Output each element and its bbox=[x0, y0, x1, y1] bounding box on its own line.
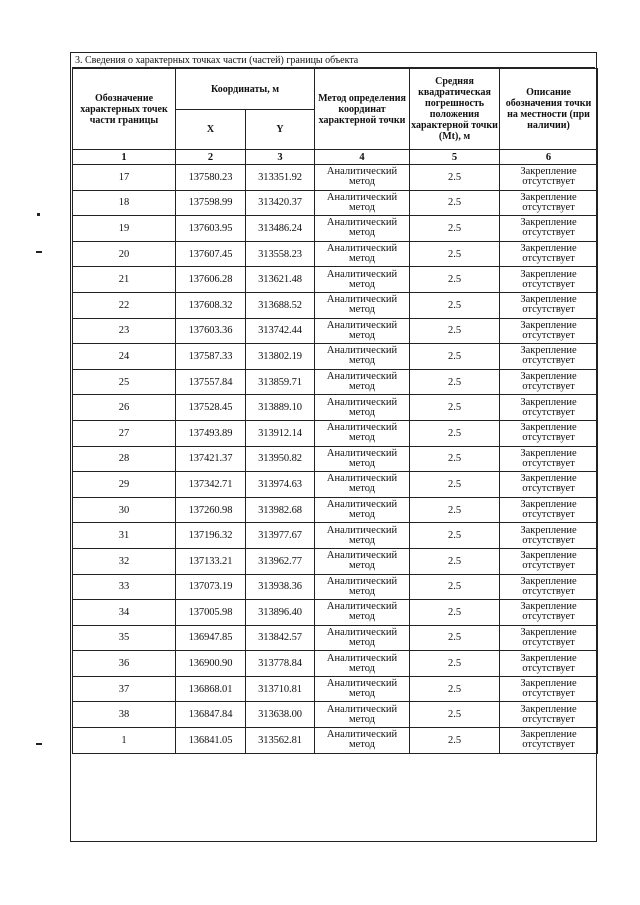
y-coordinate-cell: 313950.82 bbox=[246, 446, 315, 472]
method-cell: Аналитический метод bbox=[315, 676, 410, 702]
description-cell: Закрепление отсутствует bbox=[500, 369, 598, 395]
margin-mark bbox=[37, 213, 40, 216]
y-coordinate-cell: 313974.63 bbox=[246, 472, 315, 498]
header-method: Метод определения координат характерной точки bbox=[315, 69, 410, 150]
column-number: 6 bbox=[500, 150, 598, 165]
x-coordinate-cell: 137607.45 bbox=[176, 241, 246, 267]
x-coordinate-cell: 136868.01 bbox=[176, 676, 246, 702]
method-cell: Аналитический метод bbox=[315, 420, 410, 446]
table-row bbox=[73, 676, 598, 702]
x-coordinate-cell: 137260.98 bbox=[176, 497, 246, 523]
x-coordinate-cell: 137580.23 bbox=[176, 165, 246, 191]
y-coordinate-cell: 313859.71 bbox=[246, 369, 315, 395]
error-cell: 2.5 bbox=[410, 190, 500, 216]
point-cell: 26 bbox=[73, 395, 176, 421]
y-coordinate-cell: 313977.67 bbox=[246, 523, 315, 549]
method-cell: Аналитический метод bbox=[315, 292, 410, 318]
description-cell: Закрепление отсутствует bbox=[500, 728, 598, 754]
column-number: 1 bbox=[73, 150, 176, 165]
error-cell: 2.5 bbox=[410, 523, 500, 549]
y-coordinate-cell: 313889.10 bbox=[246, 395, 315, 421]
point-cell: 34 bbox=[73, 600, 176, 626]
table-row bbox=[73, 548, 598, 574]
y-coordinate-cell: 313351.92 bbox=[246, 165, 315, 191]
x-coordinate-cell: 137493.89 bbox=[176, 420, 246, 446]
header-point: Обозначение характерных точек части границы bbox=[73, 69, 176, 150]
table-row bbox=[73, 165, 598, 191]
error-cell: 2.5 bbox=[410, 369, 500, 395]
error-cell: 2.5 bbox=[410, 497, 500, 523]
x-coordinate-cell: 137557.84 bbox=[176, 369, 246, 395]
table-row bbox=[73, 574, 598, 600]
method-cell: Аналитический метод bbox=[315, 523, 410, 549]
point-cell: 33 bbox=[73, 574, 176, 600]
header-description: Описание обозначения точки на местности (при наличии) bbox=[500, 69, 598, 150]
table-row bbox=[73, 600, 598, 626]
description-cell: Закрепление отсутствует bbox=[500, 318, 598, 344]
y-coordinate-cell: 313962.77 bbox=[246, 548, 315, 574]
method-cell: Аналитический метод bbox=[315, 472, 410, 498]
description-cell: Закрепление отсутствует bbox=[500, 497, 598, 523]
method-cell: Аналитический метод bbox=[315, 497, 410, 523]
error-cell: 2.5 bbox=[410, 472, 500, 498]
table-row bbox=[73, 369, 598, 395]
point-cell: 37 bbox=[73, 676, 176, 702]
description-cell: Закрепление отсутствует bbox=[500, 344, 598, 370]
y-coordinate-cell: 313802.19 bbox=[246, 344, 315, 370]
y-coordinate-cell: 313688.52 bbox=[246, 292, 315, 318]
y-coordinate-cell: 313982.68 bbox=[246, 497, 315, 523]
table-row bbox=[73, 523, 598, 549]
method-cell: Аналитический метод bbox=[315, 600, 410, 626]
method-cell: Аналитический метод bbox=[315, 702, 410, 728]
point-cell: 30 bbox=[73, 497, 176, 523]
point-cell: 24 bbox=[73, 344, 176, 370]
x-coordinate-cell: 136947.85 bbox=[176, 625, 246, 651]
table-row bbox=[73, 420, 598, 446]
method-cell: Аналитический метод bbox=[315, 344, 410, 370]
point-cell: 31 bbox=[73, 523, 176, 549]
point-cell: 22 bbox=[73, 292, 176, 318]
table-body bbox=[73, 165, 598, 754]
table-row bbox=[73, 472, 598, 498]
column-number: 4 bbox=[315, 150, 410, 165]
characteristic-points-table bbox=[72, 68, 598, 754]
error-cell: 2.5 bbox=[410, 216, 500, 242]
table-row bbox=[73, 318, 598, 344]
table-row bbox=[73, 702, 598, 728]
point-cell: 27 bbox=[73, 420, 176, 446]
method-cell: Аналитический метод bbox=[315, 318, 410, 344]
description-cell: Закрепление отсутствует bbox=[500, 676, 598, 702]
table-row bbox=[73, 651, 598, 677]
description-cell: Закрепление отсутствует bbox=[500, 446, 598, 472]
header-error: Средняя квадратическая погрешность положения характерной точки (Mt), м bbox=[410, 69, 500, 150]
error-cell: 2.5 bbox=[410, 344, 500, 370]
description-cell: Закрепление отсутствует bbox=[500, 241, 598, 267]
y-coordinate-cell: 313486.24 bbox=[246, 216, 315, 242]
description-cell: Закрепление отсутствует bbox=[500, 574, 598, 600]
y-coordinate-cell: 313710.81 bbox=[246, 676, 315, 702]
method-cell: Аналитический метод bbox=[315, 165, 410, 191]
method-cell: Аналитический метод bbox=[315, 728, 410, 754]
point-cell: 1 bbox=[73, 728, 176, 754]
column-number: 5 bbox=[410, 150, 500, 165]
margin-mark bbox=[36, 251, 42, 253]
x-coordinate-cell: 137587.33 bbox=[176, 344, 246, 370]
description-cell: Закрепление отсутствует bbox=[500, 651, 598, 677]
error-cell: 2.5 bbox=[410, 420, 500, 446]
error-cell: 2.5 bbox=[410, 292, 500, 318]
x-coordinate-cell: 137603.36 bbox=[176, 318, 246, 344]
method-cell: Аналитический метод bbox=[315, 548, 410, 574]
description-cell: Закрепление отсутствует bbox=[500, 625, 598, 651]
description-cell: Закрепление отсутствует bbox=[500, 420, 598, 446]
table-row bbox=[73, 344, 598, 370]
table-row bbox=[73, 497, 598, 523]
x-coordinate-cell: 137196.32 bbox=[176, 523, 246, 549]
method-cell: Аналитический метод bbox=[315, 625, 410, 651]
x-coordinate-cell: 137606.28 bbox=[176, 267, 246, 293]
point-cell: 23 bbox=[73, 318, 176, 344]
description-cell: Закрепление отсутствует bbox=[500, 523, 598, 549]
y-coordinate-cell: 313420.37 bbox=[246, 190, 315, 216]
point-cell: 18 bbox=[73, 190, 176, 216]
header-y: Y bbox=[246, 110, 315, 150]
x-coordinate-cell: 137133.21 bbox=[176, 548, 246, 574]
column-number: 2 bbox=[176, 150, 246, 165]
x-coordinate-cell: 137603.95 bbox=[176, 216, 246, 242]
table-row bbox=[73, 267, 598, 293]
x-coordinate-cell: 137342.71 bbox=[176, 472, 246, 498]
table-row bbox=[73, 292, 598, 318]
method-cell: Аналитический метод bbox=[315, 574, 410, 600]
point-cell: 17 bbox=[73, 165, 176, 191]
point-cell: 38 bbox=[73, 702, 176, 728]
error-cell: 2.5 bbox=[410, 267, 500, 293]
error-cell: 2.5 bbox=[410, 548, 500, 574]
y-coordinate-cell: 313938.36 bbox=[246, 574, 315, 600]
point-cell: 20 bbox=[73, 241, 176, 267]
description-cell: Закрепление отсутствует bbox=[500, 216, 598, 242]
x-coordinate-cell: 137073.19 bbox=[176, 574, 246, 600]
description-cell: Закрепление отсутствует bbox=[500, 267, 598, 293]
x-coordinate-cell: 137421.37 bbox=[176, 446, 246, 472]
y-coordinate-cell: 313621.48 bbox=[246, 267, 315, 293]
description-cell: Закрепление отсутствует bbox=[500, 600, 598, 626]
description-cell: Закрепление отсутствует bbox=[500, 702, 598, 728]
table-row bbox=[73, 395, 598, 421]
error-cell: 2.5 bbox=[410, 600, 500, 626]
method-cell: Аналитический метод bbox=[315, 395, 410, 421]
error-cell: 2.5 bbox=[410, 446, 500, 472]
x-coordinate-cell: 137608.32 bbox=[176, 292, 246, 318]
point-cell: 25 bbox=[73, 369, 176, 395]
method-cell: Аналитический метод bbox=[315, 190, 410, 216]
error-cell: 2.5 bbox=[410, 702, 500, 728]
method-cell: Аналитический метод bbox=[315, 369, 410, 395]
error-cell: 2.5 bbox=[410, 574, 500, 600]
error-cell: 2.5 bbox=[410, 625, 500, 651]
table-row bbox=[73, 446, 598, 472]
y-coordinate-cell: 313912.14 bbox=[246, 420, 315, 446]
point-cell: 29 bbox=[73, 472, 176, 498]
section-title: 3. Сведения о характерных точках части (частей) границы объекта bbox=[72, 53, 595, 68]
table-row bbox=[73, 728, 598, 754]
y-coordinate-cell: 313638.00 bbox=[246, 702, 315, 728]
table-row bbox=[73, 241, 598, 267]
method-cell: Аналитический метод bbox=[315, 651, 410, 677]
x-coordinate-cell: 137528.45 bbox=[176, 395, 246, 421]
point-cell: 21 bbox=[73, 267, 176, 293]
y-coordinate-cell: 313558.23 bbox=[246, 241, 315, 267]
error-cell: 2.5 bbox=[410, 728, 500, 754]
description-cell: Закрепление отсутствует bbox=[500, 165, 598, 191]
x-coordinate-cell: 136841.05 bbox=[176, 728, 246, 754]
point-cell: 35 bbox=[73, 625, 176, 651]
error-cell: 2.5 bbox=[410, 165, 500, 191]
method-cell: Аналитический метод bbox=[315, 241, 410, 267]
x-coordinate-cell: 136900.90 bbox=[176, 651, 246, 677]
table-row bbox=[73, 190, 598, 216]
point-cell: 36 bbox=[73, 651, 176, 677]
y-coordinate-cell: 313742.44 bbox=[246, 318, 315, 344]
description-cell: Закрепление отсутствует bbox=[500, 395, 598, 421]
method-cell: Аналитический метод bbox=[315, 446, 410, 472]
error-cell: 2.5 bbox=[410, 318, 500, 344]
error-cell: 2.5 bbox=[410, 395, 500, 421]
y-coordinate-cell: 313562.81 bbox=[246, 728, 315, 754]
margin-mark bbox=[36, 743, 42, 745]
error-cell: 2.5 bbox=[410, 676, 500, 702]
x-coordinate-cell: 136847.84 bbox=[176, 702, 246, 728]
y-coordinate-cell: 313842.57 bbox=[246, 625, 315, 651]
point-cell: 28 bbox=[73, 446, 176, 472]
y-coordinate-cell: 313896.40 bbox=[246, 600, 315, 626]
point-cell: 19 bbox=[73, 216, 176, 242]
description-cell: Закрепление отсутствует bbox=[500, 292, 598, 318]
description-cell: Закрепление отсутствует bbox=[500, 190, 598, 216]
y-coordinate-cell: 313778.84 bbox=[246, 651, 315, 677]
x-coordinate-cell: 137598.99 bbox=[176, 190, 246, 216]
error-cell: 2.5 bbox=[410, 651, 500, 677]
description-cell: Закрепление отсутствует bbox=[500, 548, 598, 574]
table-row bbox=[73, 625, 598, 651]
point-cell: 32 bbox=[73, 548, 176, 574]
description-cell: Закрепление отсутствует bbox=[500, 472, 598, 498]
method-cell: Аналитический метод bbox=[315, 216, 410, 242]
header-x: X bbox=[176, 110, 246, 150]
header-coordinates: Координаты, м bbox=[176, 69, 315, 110]
x-coordinate-cell: 137005.98 bbox=[176, 600, 246, 626]
table-row bbox=[73, 216, 598, 242]
column-number: 3 bbox=[246, 150, 315, 165]
error-cell: 2.5 bbox=[410, 241, 500, 267]
method-cell: Аналитический метод bbox=[315, 267, 410, 293]
